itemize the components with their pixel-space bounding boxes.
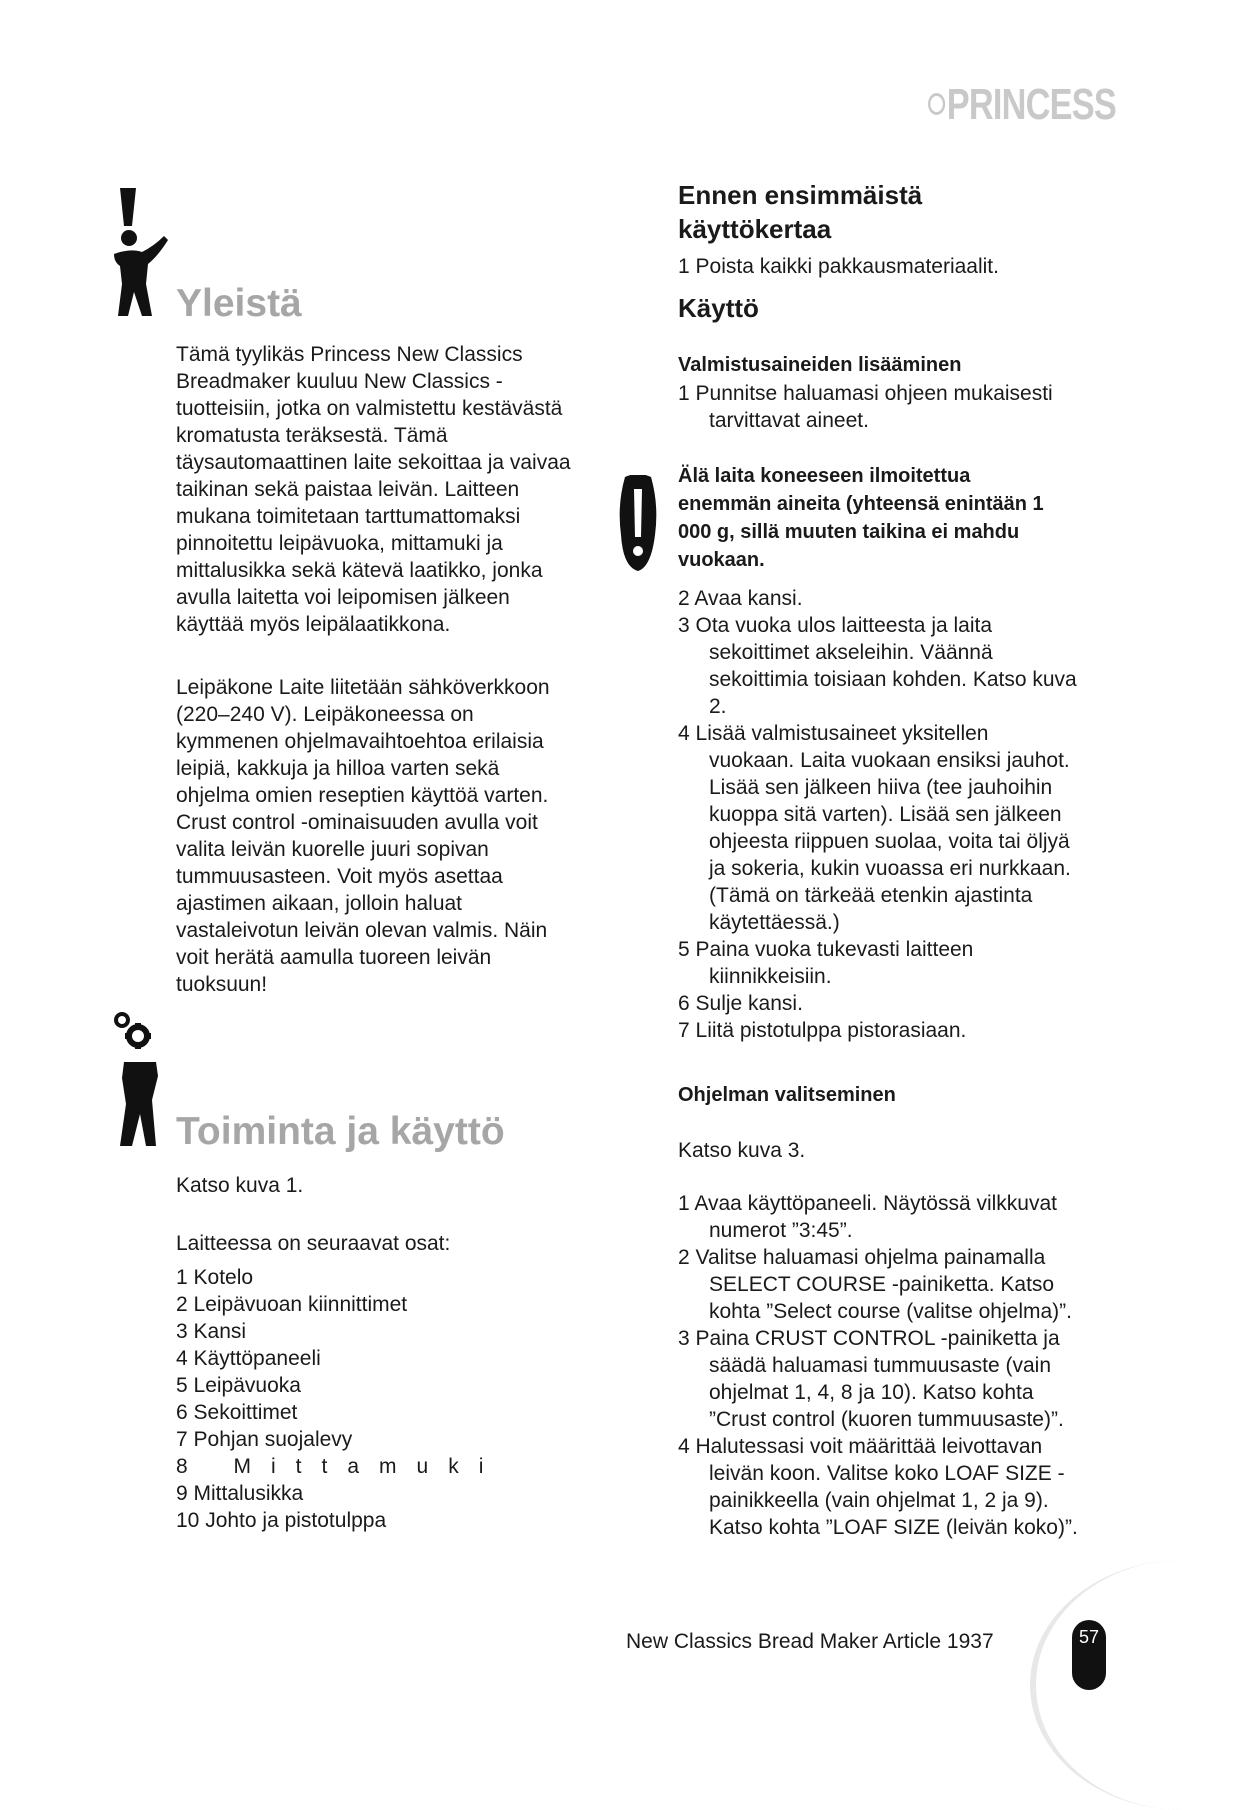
warning-line: vuokaan. — [678, 549, 765, 571]
step-line: painikkeella (vain ohjelmat 1, 2 ja 9). — [709, 1489, 1049, 1512]
warning-line: enemmän aineita (yhteensä enintään 1 — [678, 493, 1044, 515]
step-line: 2 Valitse haluamasi ohjelma painamalla — [678, 1246, 1046, 1269]
parts-list — [176, 1264, 503, 1534]
list-item: 4 Käyttöpaneeli — [176, 1347, 321, 1370]
step-line: kuoppa sitä varten). Lisää sen jälkeen — [709, 803, 1062, 826]
exclamation-person-icon — [112, 188, 172, 318]
list-item — [678, 1017, 1138, 1044]
step-line: sekoittimia toisiaan kohden. Katso kuva — [709, 668, 1077, 691]
program-selection-subtitle: Ohjelman valitseminen — [678, 1084, 896, 1106]
list-item: 8 Mittamuki — [176, 1455, 504, 1478]
usage-steps — [678, 585, 1138, 1044]
step-line: 4 Halutessasi voit määrittää leivottavan — [678, 1435, 1043, 1458]
list-item — [678, 990, 1138, 1017]
text-line: täysautomaattinen laite sekoittaa ja vaivaa — [176, 451, 571, 474]
text-line: tummuusasteen. Voit myös asettaa — [176, 865, 503, 888]
warning-line: 000 g, sillä muuten taikina ei mahdu — [678, 521, 1020, 543]
parts-intro: Laitteessa on seuraavat osat: — [176, 1232, 451, 1255]
text-line: mukana toimitetaan tarttumattomaksi — [176, 505, 521, 528]
warning-text — [678, 462, 1118, 574]
list-item: 1 Kotelo — [176, 1266, 254, 1289]
step-line: Lisää sen jälkeen hiiva (tee jauhoihin — [709, 776, 1053, 799]
step-line: ohjelmat 1, 4, 8 ja 10). Katso kohta — [709, 1381, 1034, 1404]
see-figure-3: Katso kuva 3. — [678, 1139, 806, 1162]
before-use-step-1: 1 Poista kaikki pakkausmateriaalit. — [678, 255, 999, 278]
step-line: tarvittavat aineet. — [709, 409, 869, 432]
step-line: säädä haluamasi tummuusaste (vain — [709, 1354, 1052, 1377]
list-item: 10 Johto ja pistotulppa — [176, 1509, 387, 1532]
logo-ring-icon — [928, 93, 945, 115]
step-line: numerot ”3:45”. — [709, 1219, 853, 1242]
warning-exclamation-icon — [617, 475, 659, 573]
list-item: 2 Leipävuoan kiinnittimet — [176, 1293, 408, 1316]
text-line: valita leivän kuorelle juuri sopivan — [176, 838, 489, 861]
text-line: avulla laitetta voi leipomisen jälkeen — [176, 586, 510, 609]
text-line: tuoksuun! — [176, 973, 268, 996]
text-line: mittalusikka sekä kätevä laatikko, jonka — [176, 559, 543, 582]
title-line: Ennen ensimmäistä — [678, 180, 923, 210]
step-line: ”Crust control (kuoren tummuusaste)”. — [709, 1408, 1064, 1431]
general-paragraph-1 — [176, 341, 596, 638]
list-item — [678, 1244, 1138, 1325]
step-line: 3 Ota vuoka ulos laitteesta ja laita — [678, 614, 993, 637]
list-item — [678, 1433, 1138, 1541]
page-number: 57 — [1072, 1620, 1106, 1690]
list-item — [678, 612, 1138, 720]
princess-logo: PRINCESS — [928, 80, 1116, 130]
step-line: Katso kohta ”LOAF SIZE (leivän koko)”. — [709, 1516, 1078, 1539]
footer-text: New Classics Bread Maker Article 1937 — [626, 1630, 994, 1653]
step-line: 1 Avaa käyttöpaneeli. Näytössä vilkkuvat — [678, 1192, 1057, 1215]
step-line: SELECT COURSE -painiketta. Katso — [709, 1273, 1055, 1296]
general-paragraph-2 — [176, 674, 596, 998]
section-title-operation: Toiminta ja käyttö — [176, 1110, 505, 1153]
decorative-arc — [1030, 1560, 1241, 1810]
step-line: 2 Avaa kansi. — [678, 587, 803, 610]
text-line: Breadmaker kuuluu New Classics - — [176, 370, 503, 393]
text-line: ajastimen aikaan, jolloin haluat — [176, 892, 463, 915]
step-line: 1 Punnitse haluamasi ohjeen mukaisesti — [678, 382, 1053, 405]
text-line: taikinan sekä paistaa leivän. Laitteen — [176, 478, 520, 501]
list-item — [678, 1325, 1138, 1433]
step-line: 6 Sulje kansi. — [678, 992, 803, 1015]
step-line: (Tämä on tärkeää etenkin ajastinta — [709, 884, 1033, 907]
list-item: 9 Mittalusikka — [176, 1482, 304, 1505]
text-line: käyttää myös leipälaatikkona. — [176, 613, 451, 636]
text-line: Tämä tyylikäs Princess New Classics — [176, 343, 523, 366]
step-line: sekoittimet akseleihin. Väännä — [709, 641, 993, 664]
step-line: leivän koon. Valitse koko LOAF SIZE - — [709, 1462, 1065, 1485]
step-line: vuokaan. Laita vuokaan ensiksi jauhot. — [709, 749, 1070, 772]
text-line: Crust control -ominaisuuden avulla voit — [176, 811, 538, 834]
step-line: 2. — [709, 695, 727, 718]
step-line: ohjeesta riippuen suolaa, voita tai öljyä — [709, 830, 1070, 853]
warning-line: Älä laita koneeseen ilmoitettua — [678, 465, 971, 487]
step-line: käytettäessä.) — [709, 911, 840, 934]
usage-step-1 — [678, 380, 1118, 434]
title-line: käyttökertaa — [678, 214, 832, 244]
before-first-use-title — [678, 178, 922, 246]
text-line: pinnoitettu leipävuoka, mittamuki ja — [176, 532, 503, 555]
step-line: 4 Lisää valmistusaineet yksitellen — [678, 722, 989, 745]
list-item — [678, 1190, 1138, 1244]
list-item: 6 Sekoittimet — [176, 1401, 298, 1424]
gear-person-icon — [112, 1010, 172, 1150]
text-line: kymmenen ohjelmavaihtoehtoa erilaisia — [176, 730, 544, 753]
text-line: voit herätä aamulla tuoreen leivän — [176, 946, 492, 969]
text-line: kromatusta teräksestä. Tämä — [176, 424, 448, 447]
program-steps — [678, 1190, 1138, 1541]
list-item: 7 Pohjan suojalevy — [176, 1428, 353, 1451]
section-title-general: Yleistä — [176, 282, 302, 325]
step-line: 7 Liitä pistotulppa pistorasiaan. — [678, 1019, 967, 1042]
list-item: 3 Kansi — [176, 1320, 247, 1343]
step-line: ja sokeria, kukin vuoassa eri nurkkaan. — [709, 857, 1071, 880]
see-figure-1: Katso kuva 1. — [176, 1174, 304, 1197]
text-line: vastaleivotun leivän olevan valmis. Näin — [176, 919, 548, 942]
text-line: Leipäkone Laite liitetään sähköverkkoon — [176, 676, 550, 699]
list-item — [678, 936, 1138, 990]
adding-ingredients-subtitle: Valmistusaineiden lisääminen — [678, 354, 962, 376]
step-line: kiinnikkeisiin. — [709, 965, 832, 988]
step-line: kohta ”Select course (valitse ohjelma)”. — [709, 1300, 1072, 1323]
text-line: tuotteisiin, jotka on valmistettu kestävästä — [176, 397, 563, 420]
step-line: 5 Paina vuoka tukevasti laitteen — [678, 938, 974, 961]
list-item — [678, 585, 1138, 612]
list-item: 5 Leipävuoka — [176, 1374, 301, 1397]
step-line: 3 Paina CRUST CONTROL -painiketta ja — [678, 1327, 1060, 1350]
text-line: ohjelma omien reseptien käyttöä varten. — [176, 784, 549, 807]
usage-title: Käyttö — [678, 293, 759, 323]
text-line: (220–240 V). Leipäkoneessa on — [176, 703, 474, 726]
text-line: leipiä, kakkuja ja hilloa varten sekä — [176, 757, 500, 780]
list-item — [678, 720, 1138, 936]
